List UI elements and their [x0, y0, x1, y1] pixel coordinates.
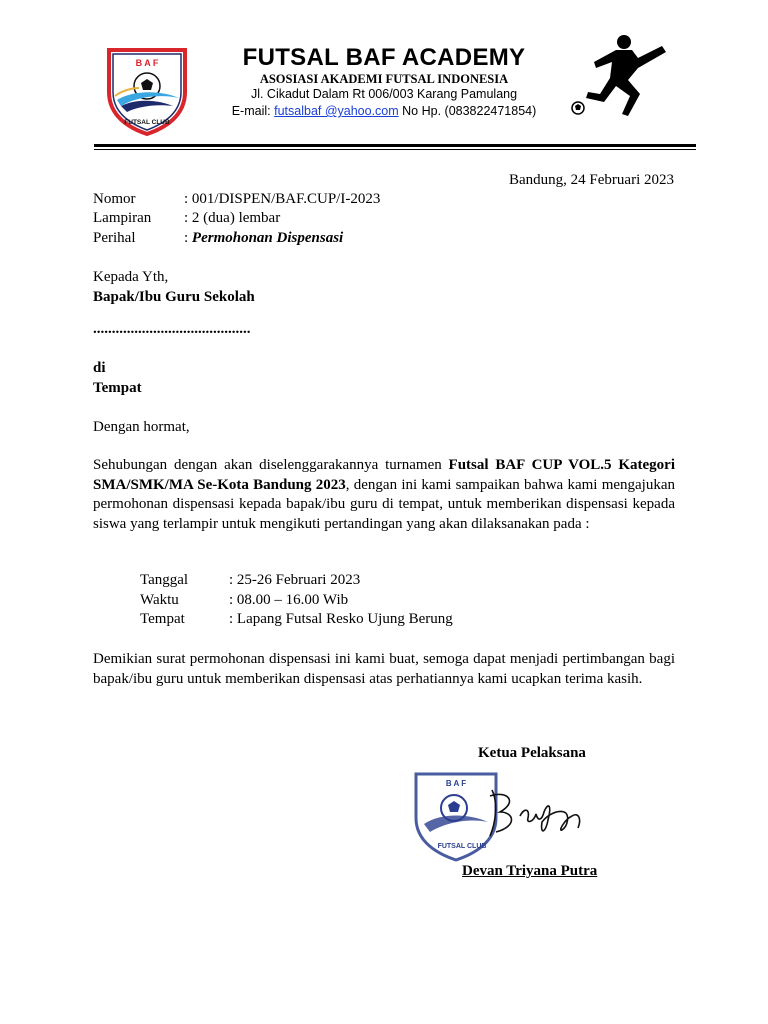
paragraph-1-part2: , dengan ini kami sampaikan bahwa kami mengajukan permohonan dispensasi kepada bapak/ibu guru di tempat, untuk memberikan dispensasi kepada siswa yang terlampir untuk mengikuti pertandingan yang akan dilaksanakan pada :: [93, 476, 675, 532]
location-di: di: [93, 360, 106, 376]
recipient: Bapak/Ibu Guru Sekolah: [93, 289, 255, 305]
schedule-value-waktu: : 08.00 – 16.00 Wib: [229, 592, 349, 608]
meta-value-nomor: : 001/DISPEN/BAF.CUP/I-2023: [184, 191, 381, 207]
org-name: FUTSAL BAF ACADEMY: [242, 44, 526, 71]
stamp-club-text: FUTSAL CLUB: [437, 843, 487, 850]
schedule-label-waktu: Waktu: [140, 592, 179, 608]
org-contact: [150, 104, 618, 118]
logo-club-text: FUTSAL CLUB: [124, 119, 170, 126]
event-name: Futsal BAF CUP VOL.5 Kategori SMA/SMK/MA Se-Kota Bandung 2023: [93, 457, 675, 493]
handwritten-signature: [478, 782, 588, 842]
signer-name: Devan Triyana Putra: [462, 863, 598, 879]
schedule-label-tempat: Tempat: [140, 611, 185, 627]
schedule-value-tanggal: : 25-26 Februari 2023: [229, 572, 361, 588]
header-divider: [94, 144, 696, 147]
recipient-blank: ..........................................: [93, 321, 251, 337]
perihal-prefix: :: [184, 230, 192, 246]
schedule-value-tempat: : Lapang Futsal Resko Ujung Berung: [229, 611, 453, 627]
signer-title: Ketua Pelaksana: [478, 745, 586, 761]
email-label: E-mail:: [231, 104, 271, 118]
meta-label-lampiran: Lampiran: [93, 210, 152, 226]
association-name: ASOSIASI AKADEMI FUTSAL INDONESIA: [259, 72, 509, 86]
location: Tempat: [93, 380, 142, 396]
place-date: Bandung, 24 Februari 2023: [509, 172, 674, 188]
logo-letters: B A F: [135, 58, 159, 68]
org-address: Jl. Cikadut Dalam Rt 006/003 Karang Pamulang: [250, 87, 518, 101]
meta-value-lampiran: : 2 (dua) lembar: [184, 210, 281, 226]
stamp-letters: B A F: [445, 779, 467, 788]
paragraph-2: Demikian surat permohonan dispensasi ini kami buat, semoga dapat menjadi pertimbangan bagi bapak/ibu guru untuk memberikan dispensasi atas perhatiannya kami ucapkan terima kasih.: [93, 651, 675, 687]
email-link[interactable]: futsalbaf @yahoo.com: [274, 104, 399, 118]
perihal-subject: Permohonan Dispensasi: [191, 230, 344, 246]
meta-label-nomor: Nomor: [93, 191, 136, 207]
meta-label-perihal: Perihal: [93, 230, 136, 246]
header-divider-thin: [94, 149, 696, 150]
paragraph-1: [93, 456, 675, 534]
recipient-intro: Kepada Yth,: [93, 269, 169, 285]
phone-number: No Hp. (083822471854): [402, 104, 537, 118]
schedule-label-tanggal: Tanggal: [140, 572, 189, 588]
salutation: Dengan hormat,: [93, 419, 190, 435]
meta-value-perihal: [184, 230, 343, 247]
paragraph-1-part1: Sehubungan dengan akan diselenggarakannya turnamen: [93, 457, 449, 473]
